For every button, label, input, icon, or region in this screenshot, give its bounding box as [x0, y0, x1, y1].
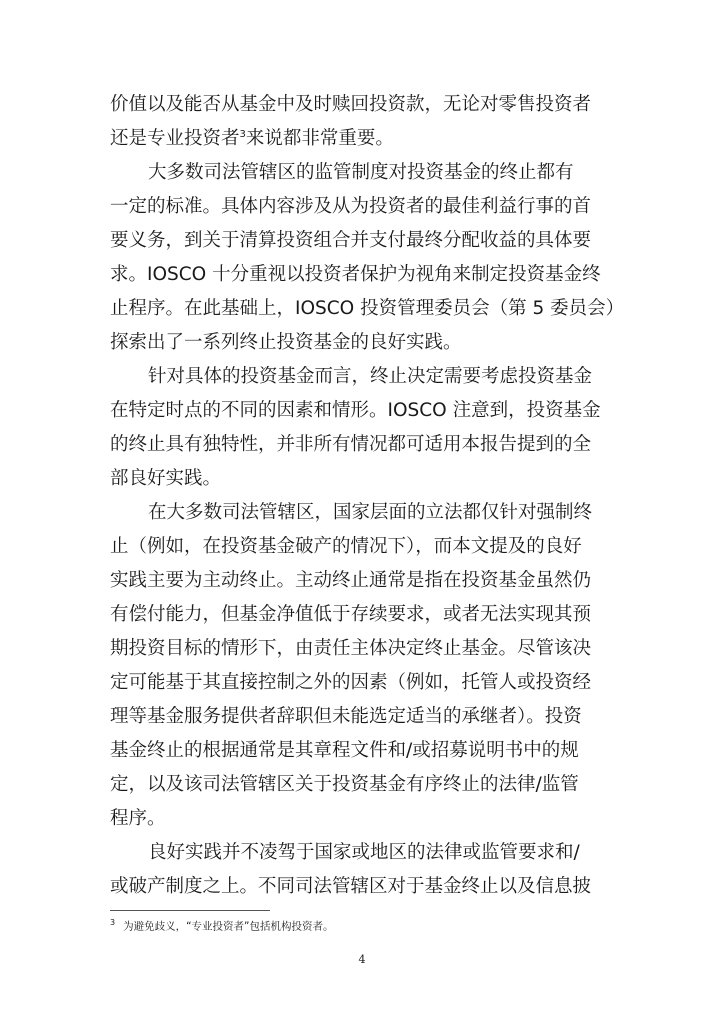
text-line: 定，以及该司法管辖区关于投资基金有序终止的法律/监管 [110, 774, 579, 795]
text-line: 部良好实践。 [110, 468, 222, 489]
footnote-reference: 3 [239, 128, 246, 140]
text-line: 基金终止的根据通常是其章程文件和/或招募说明书中的规 [110, 740, 579, 761]
text-line: 止程序。在此基础上，IOSCO 投资管理委员会（第 5 委员会） [110, 298, 625, 319]
text-line: 大多数司法管辖区的监管制度对投资基金的终止都有 [148, 162, 574, 183]
text-line: 有偿付能力，但基金净值低于存续要求，或者无法实现其预 [110, 604, 592, 625]
text-line: 实践主要为主动终止。主动终止通常是指在投资基金虽然仍 [110, 570, 592, 591]
footnote-divider [110, 910, 270, 911]
footnote-number: 3 [110, 918, 116, 927]
page-number: 4 [358, 953, 366, 966]
text-line: 价值以及能否从基金中及时赎回投资款，无论对零售投资者 [110, 94, 592, 115]
footnote-text: 为避免歧义，“专业投资者”包括机构投资者。 [123, 920, 334, 933]
text-line: 期投资目标的情形下，由责任主体决定终止基金。尽管该决 [110, 638, 592, 659]
footnote [110, 918, 333, 934]
text-line: 程序。 [110, 808, 166, 829]
text-line: 止（例如，在投资基金破产的情况下），而本文提及的良好 [110, 536, 582, 557]
text-line: 在特定时点的不同的因素和情形。IOSCO 注意到，投资基金 [110, 400, 601, 421]
text-line: 探索出了一系列终止投资基金的良好实践。 [110, 332, 462, 353]
text-line: 良好实践并不凌驾于国家或地区的法律或监管要求和/ [148, 842, 580, 863]
text-line: 定可能基于其直接控制之外的因素（例如，托管人或投资经 [110, 672, 592, 693]
text-line: 在大多数司法管辖区，国家层面的立法都仅针对强制终 [148, 502, 593, 523]
text-line: 针对具体的投资基金而言，终止决定需要考虑投资基金 [148, 366, 593, 387]
text-line: 或破产制度之上。不同司法管辖区对于基金终止以及信息披 [110, 876, 592, 897]
text-line-with-footnote [110, 127, 394, 151]
text-line: 求。IOSCO 十分重视以投资者保护为视角来制定投资基金终 [110, 264, 601, 285]
text-line: 要义务，到关于清算投资组合并支付最终分配收益的具体要 [110, 230, 592, 251]
text-fragment: 还是专业投资者 [110, 128, 240, 149]
text-line: 一定的标准。具体内容涉及从为投资者的最佳利益行事的首 [110, 196, 592, 217]
text-line: 的终止具有独特性，并非所有情况都可适用本报告提到的全 [110, 434, 592, 455]
text-fragment: 来说都非常重要。 [245, 128, 394, 149]
text-line: 理等基金服务提供者辞职但未能选定适当的承继者）。投资 [110, 706, 582, 727]
